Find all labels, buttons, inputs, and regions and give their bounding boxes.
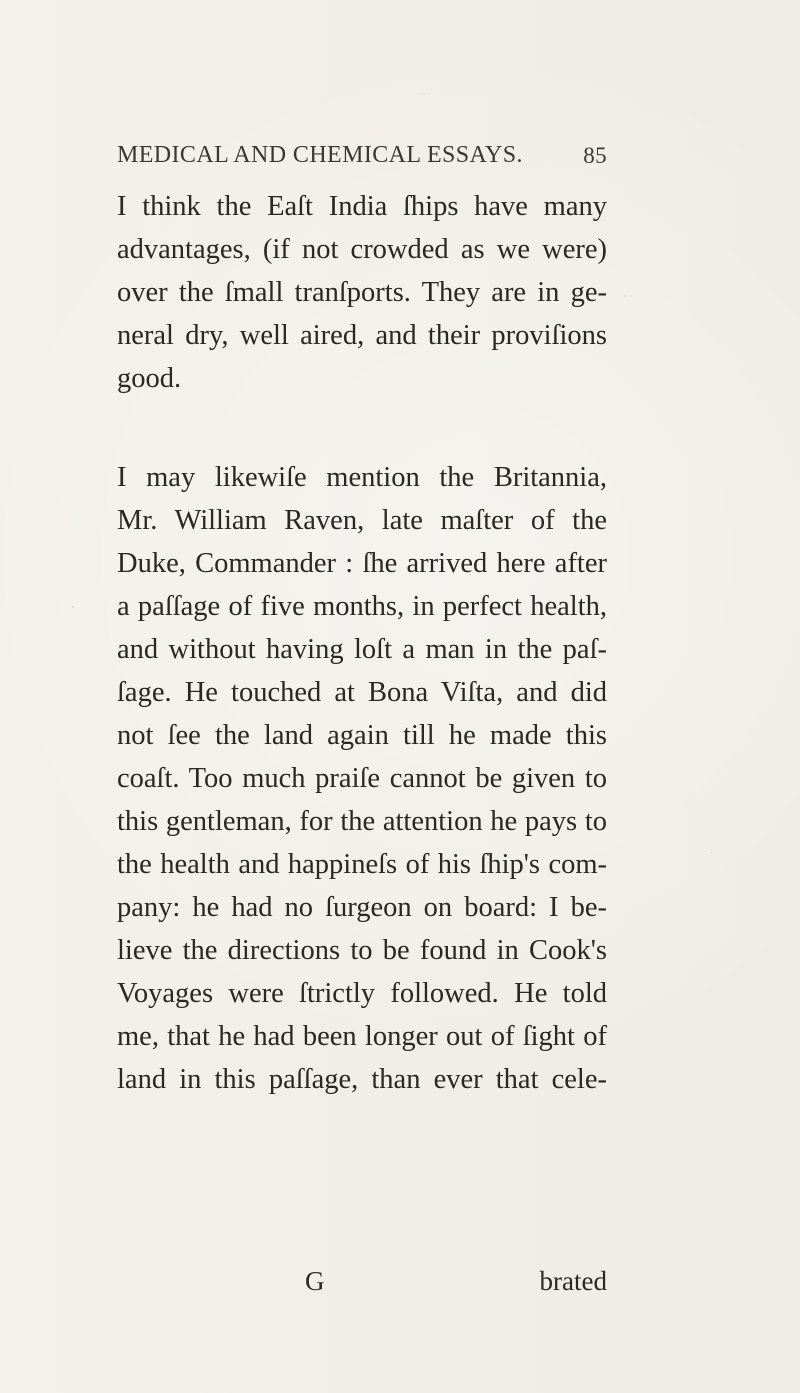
text-line: I may likewiſe mention the Britannia, (117, 462, 607, 493)
text-line: good. (117, 363, 182, 394)
text-line: Voyages were ſtrictly followed. He told (117, 978, 607, 1009)
signature-mark: G (305, 1266, 325, 1296)
paper-speck (710, 852, 712, 854)
text-line: coaſt. Too much praiſe cannot be given to (117, 763, 607, 794)
paragraph-1 (117, 185, 607, 400)
text-line: ſage. He touched at Bona Viſta, and did (117, 677, 607, 708)
text-line: not ſee the land again till he made this (117, 720, 607, 751)
paper-speck (423, 93, 425, 95)
paragraph-gap (117, 400, 607, 456)
paper-speck (72, 606, 74, 608)
paragraph-2 (117, 456, 607, 1101)
text-line: Mr. William Raven, late maſter of the (117, 505, 607, 536)
text-line: pany: he had no ſurgeon on board: I be- (117, 892, 607, 923)
text-line: I think the Eaſt India ſhips have many (117, 191, 607, 222)
catchword: brated (539, 1266, 607, 1296)
page-footer (117, 1266, 607, 1309)
text-line: a paſſage of five months, in perfect health, (117, 591, 607, 622)
text-line: the health and happineſs of his ſhip's com- (117, 849, 607, 880)
text-line: and without having loſt a man in the paſ- (117, 634, 607, 665)
running-head: MEDICAL AND CHEMICAL ESSAYS. (117, 142, 523, 168)
page-header (117, 142, 607, 178)
text-line: land in this paſſage, than ever that cele- (117, 1064, 607, 1095)
text-line: Duke, Commander : ſhe arrived here after (117, 548, 607, 579)
page-number: 85 (583, 143, 607, 168)
body-text (117, 185, 607, 1101)
text-line: over the ſmall tranſports. They are in ge- (117, 277, 607, 308)
text-line: lieve the directions to be found in Cook's (117, 935, 607, 966)
text-line: advantages, (if not crowded as we were) (117, 234, 607, 265)
text-line: this gentleman, for the attention he pays to (117, 806, 607, 837)
text-line: neral dry, well aired, and their proviſions (117, 320, 607, 351)
text-line: me, that he had been longer out of ſight of (117, 1021, 607, 1052)
paper-speck (624, 295, 626, 297)
